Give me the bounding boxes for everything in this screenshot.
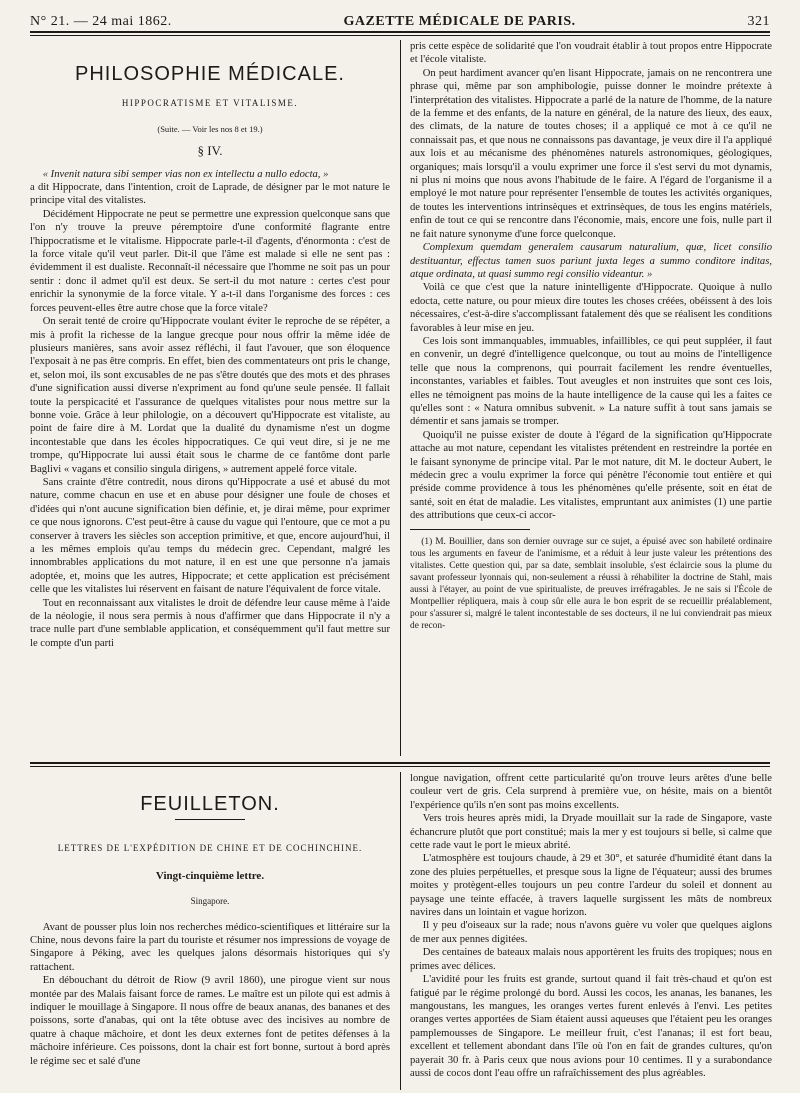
- paragraph: L'atmosphère est toujours chaude, à 29 et 30°, et saturée d'humidité étant dans la zone des pluies perpétuelles, et presque sous la ligne de l'équateur; aussi des brumes moites y protègent-elles toujours un peu contre l'ardeur du soleil et donnent au paysage une teinte effacée, à travers laquelle surgissent les mâts de nombreux navires dans un lointain et vague horizon.: [410, 853, 772, 919]
- paragraph: a dit Hippocrate, dans l'intention, croit de Laprade, de désigner par le mot nature le principe vital des vitalistes.: [30, 182, 390, 207]
- header-rule-thin: [30, 35, 770, 36]
- column-divider: [400, 40, 401, 756]
- section-title: PHILOSOPHIE MÉDICALE.: [75, 63, 345, 85]
- paragraph: Vers trois heures après midi, la Dryade mouillait sur la rade de Singapore, vaste échancrure plutôt que port constitué; mais la mer y est toujours si belle, si calme que cette rade vaut le port le mieux abrité.: [410, 813, 772, 852]
- paragraph: L'avidité pour les fruits est grande, surtout quand il fait très-chaud et qu'on est fatigué par le régime prolongé du bord. Aussi les cocos, les ananas, les bananes, les mangoustans, les mangues, les oranges vertes furent enlevés à l'envi. Les petites oranges vertes apportées de Siam étaient aussi aqueuses que l'étaient peu les oranges pamplemousses de Singapore. Le meilleur fruit, c'est l'ananas; il est fort beau, excellent et tellement abondant dans l'île où l'on en fait de grandes cultures, qu'on payerait 30 fr. à Paris ceux que nous avions pour 10 centimes. Il y a surabondance aussi de cocos dont l'eau offre un rafraîchissement des plus agréables.: [410, 974, 772, 1079]
- feuilleton-title: FEUILLETON.: [140, 793, 280, 815]
- column-divider: [400, 772, 401, 1090]
- feuilleton-column-right: [410, 772, 772, 1090]
- paragraph: Il y peu d'oiseaux sur la rade; nous n'avons guère vu voler que quelques aiglons de mer aux pennes digitées.: [410, 920, 772, 945]
- page-header: [30, 8, 770, 30]
- feuilleton-column-left: [30, 772, 390, 1090]
- paragraph: Des centaines de bateaux malais nous apportèrent les fruits des tropiques; nous en primes avec délices.: [410, 947, 772, 972]
- header-rule: [30, 31, 770, 33]
- paragraph: En débouchant du détroit de Riow (9 avril 1860), une pirogue vient sur nous montée par des Malais faisant force de rames. Le maître est un pilote qui est admis à indiquer le mouillage à Singapore. Il nous offre de beaux ananas, des bananes et des poissons, sorte d'anabas, qui ont la tête obtuse avec des incisives au nombre de quatre à chaque mâchoire, et dont les deux externes font de petites défenses à la mâchoire inférieure. Ces poissons, dont la chair est fort bonne, surtout à bord après le régime sec et salé d'une: [30, 975, 390, 1067]
- footnote: (1) M. Bouillier, dans son dernier ouvrage sur ce sujet, a épuisé avec son habileté ordinaire tous les arguments en faveur de l'animisme, et a réduit à leur juste valeur les prétentions des vitalistes. Cette question qui, par sa date, semblait insoluble, s'est éclaircie sous la plume du savant professeur lyonnais qui, non-seulement a réussi à réhabiliter la doctrine de Stahl, mais aussi à l'étayer, au point de vue spiritualiste, de preuves irréfragables. Je ne sais si l'École de Montpellier répliquera, mais à coup sûr elle aura le bon esprit de se recueillir préalablement, pour s'assurer si, malgré le talent incontestable de ses docteurs, il ne lui conviendrait pas mieux de recon-: [410, 536, 772, 631]
- latin-quote: Complexum quemdam generalem causarum naturalium, quæ, licet consilio destituantur, effectus tamen suos pariunt juxta leges a summo conditore inditas, atque ordinata, ut quasi summo regi consilio videantur. »: [410, 242, 772, 280]
- continuation-note: (Suite. — Voir les nos 8 et 19.): [157, 123, 263, 134]
- journal-title: GAZETTE MÉDICALE DE PARIS.: [343, 14, 576, 29]
- paragraph: Sans crainte d'être contredit, nous dirons qu'Hippocrate a usé et abusé du mot nature, comme chacun en use et en abuse pour désigner une foule de choses et d'idées qui n'ont aucune signification bien définie, et, je dirai même, pour exprimer ce que nous ignorons. C'est peut-être à cause du vague qui l'entoure, que ce mot a pu conserver à travers les siècles son acception primitive, et que, encore aujourd'hui, il a les mêmes emplois qu'au temps du médecin grec. Cependant, malgré les innombrables applications du mot nature, il en est une que personne n'a jamais adoptée, et, moins que les autres, Hippocrate; et cette application est précisément celle que les vitalistes lui réservent en faisant de nature l'équivalent de force vitale.: [30, 476, 390, 596]
- feuilleton-separator: [30, 762, 770, 764]
- paragraph: Avant de pousser plus loin nos recherches médico-scientifiques et littéraire sur la Chine, nous devons faire la part du touriste et résumer nos impressions de voyage de Singapore à Péking, avec les quelques jalons désormais historiques qui s'y rattachent.: [30, 921, 390, 973]
- paragraph: Tout en reconnaissant aux vitalistes le droit de défendre leur cause même à l'aide de la néologie, il nous sera permis à nous d'affirmer que dans Hippocrate il n'y a trace nulle part d'une semblable application, et conséquemment qu'il faut mettre sur le compte d'un parti: [30, 597, 390, 649]
- section-number: § IV.: [197, 143, 223, 159]
- opening-quote: « Invenit natura sibi semper vias non ex intellectu a nullo edocta, »: [42, 168, 329, 180]
- paragraph: pris cette espèce de solidarité que l'on voudrait établir à tout propos entre Hippocrate et l'école vitaliste.: [410, 41, 772, 66]
- philosophie-column-right: [410, 40, 772, 756]
- issue-date: N° 21. — 24 mai 1862.: [30, 14, 172, 29]
- letter-place: Singapore.: [190, 896, 230, 907]
- paragraph: On serait tenté de croire qu'Hippocrate voulant éviter le reproche de se répéter, a mis à profit la richesse de la langue grecque pour nous offrir la même idée de plusieurs manières, sans avoir assez réfléchi, il faut l'avouer, que son éloquence l'exposait à ne pas être compris. En effet, bien des commentateurs ont pris le change, et, selon moi, ils sont excusables de ne pas s'être doutés que des mots et des phrases d'une signification aussi diverse n'expriment au fond qu'une seule pensée. Il fallait toute la perspicacité et l'assurance de quelques vitalistes pour nous mettre sur la bonne voie. Grâce à leur philologie, on a découvert qu'Hippocrate est vitaliste, au point de faire dire à M. Lordat que la dualité du dynamisme n'est un dogme incontestable que dans les écoles hippocratiques. Ce qui veut dire, si je ne me trompe, qu'Hippocrate lui aussi était sous le charme de ce fantôme dont parle Baglivi « vagans et consilio singula dirigens, » autrement appelé force vitale.: [30, 316, 390, 475]
- page-number: 321: [747, 14, 770, 29]
- letter-number: Vingt-cinquième lettre.: [155, 869, 265, 882]
- paragraph: Quoiqu'il ne puisse exister de doute à l'égard de la signification qu'Hippocrate attache au mot nature, cependant les vitalistes prétendent en restreindre la portée en le faisant synonyme de principe vital. Par le mot nature, dit M. le docteur Aubert, le médecin grec a voulu exprimer la force qui pénètre l'économie tout entière et qui préside comme providence à tous les phénomènes qu'elle présente, soit en état de santé, soit en état de maladie. Les vitalistes, empruntant aux animistes (1) une partie des attributions que ceux-ci accor-: [410, 429, 772, 522]
- paragraph: longue navigation, offrent cette particularité qu'on trouve leurs arêtes d'une belle couleur vert de gris. Cela surprend à première vue, on hésite, mais on a bientôt l'expérience qu'ils n'en sont pas moins excellents.: [410, 773, 772, 811]
- footnote-rule: [410, 529, 530, 530]
- title-rule: [175, 819, 245, 820]
- paragraph: On peut hardiment avancer qu'en lisant Hippocrate, jamais on ne rencontrera une phrase qui, même par son amphibologie, puisse donner le moindre prétexte à l'interprétation des vitalistes. Hippocrate a parlé de la nature de l'homme, de la nature de la femme et des enfants, de la nature en général, de la nature des lieux, des eaux, des climats, de la nature de toutes choses; il a appliqué ce mot à ce qu'il ne connaissait pas, et que nous ne connaissons pas davantage, je veux dire il l'a appliqué aux lois et au mécanisme des phénomènes naturels astronomiques, géologiques, organiques; mais lorsqu'il a voulu exprimer une force il s'est servi du mot dynamis, ni plus ni moins que nous avons l'habitude de le faire. A l'égard de l'organisme il a employé le mot nature pour représenter l'ensemble de toutes les activités organiques, de toutes les interventions intrinsèques et extrinsèques, de tous les engins matériels, enfin de tout ce qui se rencontre dans l'économie, mais, encore une fois, nulle part il ne fait nature synonyme d'une force quelconque.: [410, 67, 772, 240]
- feuilleton-separator-thin: [30, 766, 770, 767]
- article-subtitle: HIPPOCRATISME ET VITALISME.: [121, 98, 299, 109]
- philosophie-column-left: [30, 40, 390, 756]
- paragraph: Décidément Hippocrate ne peut se permettre une expression quelconque sans que l'on n'y trouve la preuve péremptoire d'une conformité flagrante entre l'hippocratisme et le vitalisme. Hippocrate parle-t-il d'agents, d'énormonta : c'est de la force vitale qu'il veut parler. Dit-il que l'âme est malade si elle ne sent pas : évidemment il est dualiste. Reconnaît-il nécessaire que l'homme ne soit pas un pour sentir : donc il admet qu'il est deux. Se sert-il du mot nature : certes c'est pour enrichir la synonymie de la force vitale. Y a-t-il dans l'organisme des forces : ces forces peuvent-elles être autre chose que la force vitale?: [30, 208, 390, 314]
- paragraph: Ces lois sont immanquables, immuables, infaillibles, ce qui peut suppléer, il faut en convenir, un degré d'intelligence quelconque, ou tout au moins de l'intelligence telle que nous la comprenons, qui pourrait facilement les rendre éventuelles, inconstantes, variables et faibles. Tout aveugles et non instruites que sont ces lois, elles ne témoignent pas moins de la haute intelligence de la cause qui les a faites ce qu'elles sont : « Natura omnibus subvenit. » La nature suffit à tout sans jamais se démentir et sans jamais se tromper.: [410, 335, 772, 428]
- series-title: LETTRES DE L'EXPÉDITION DE CHINE ET DE COCHINCHINE.: [57, 843, 363, 854]
- paragraph: Voilà ce que c'est que la nature inintelligente d'Hippocrate. Quoique à nullo edocta, cette nature, ou pour mieux dire toutes les choses créées, obéissent à des lois nécessaires, c'est-à-dire s'accomplissant fatalement dès que se réalisent les conditions favorables à leur mise en jeu.: [410, 282, 772, 334]
